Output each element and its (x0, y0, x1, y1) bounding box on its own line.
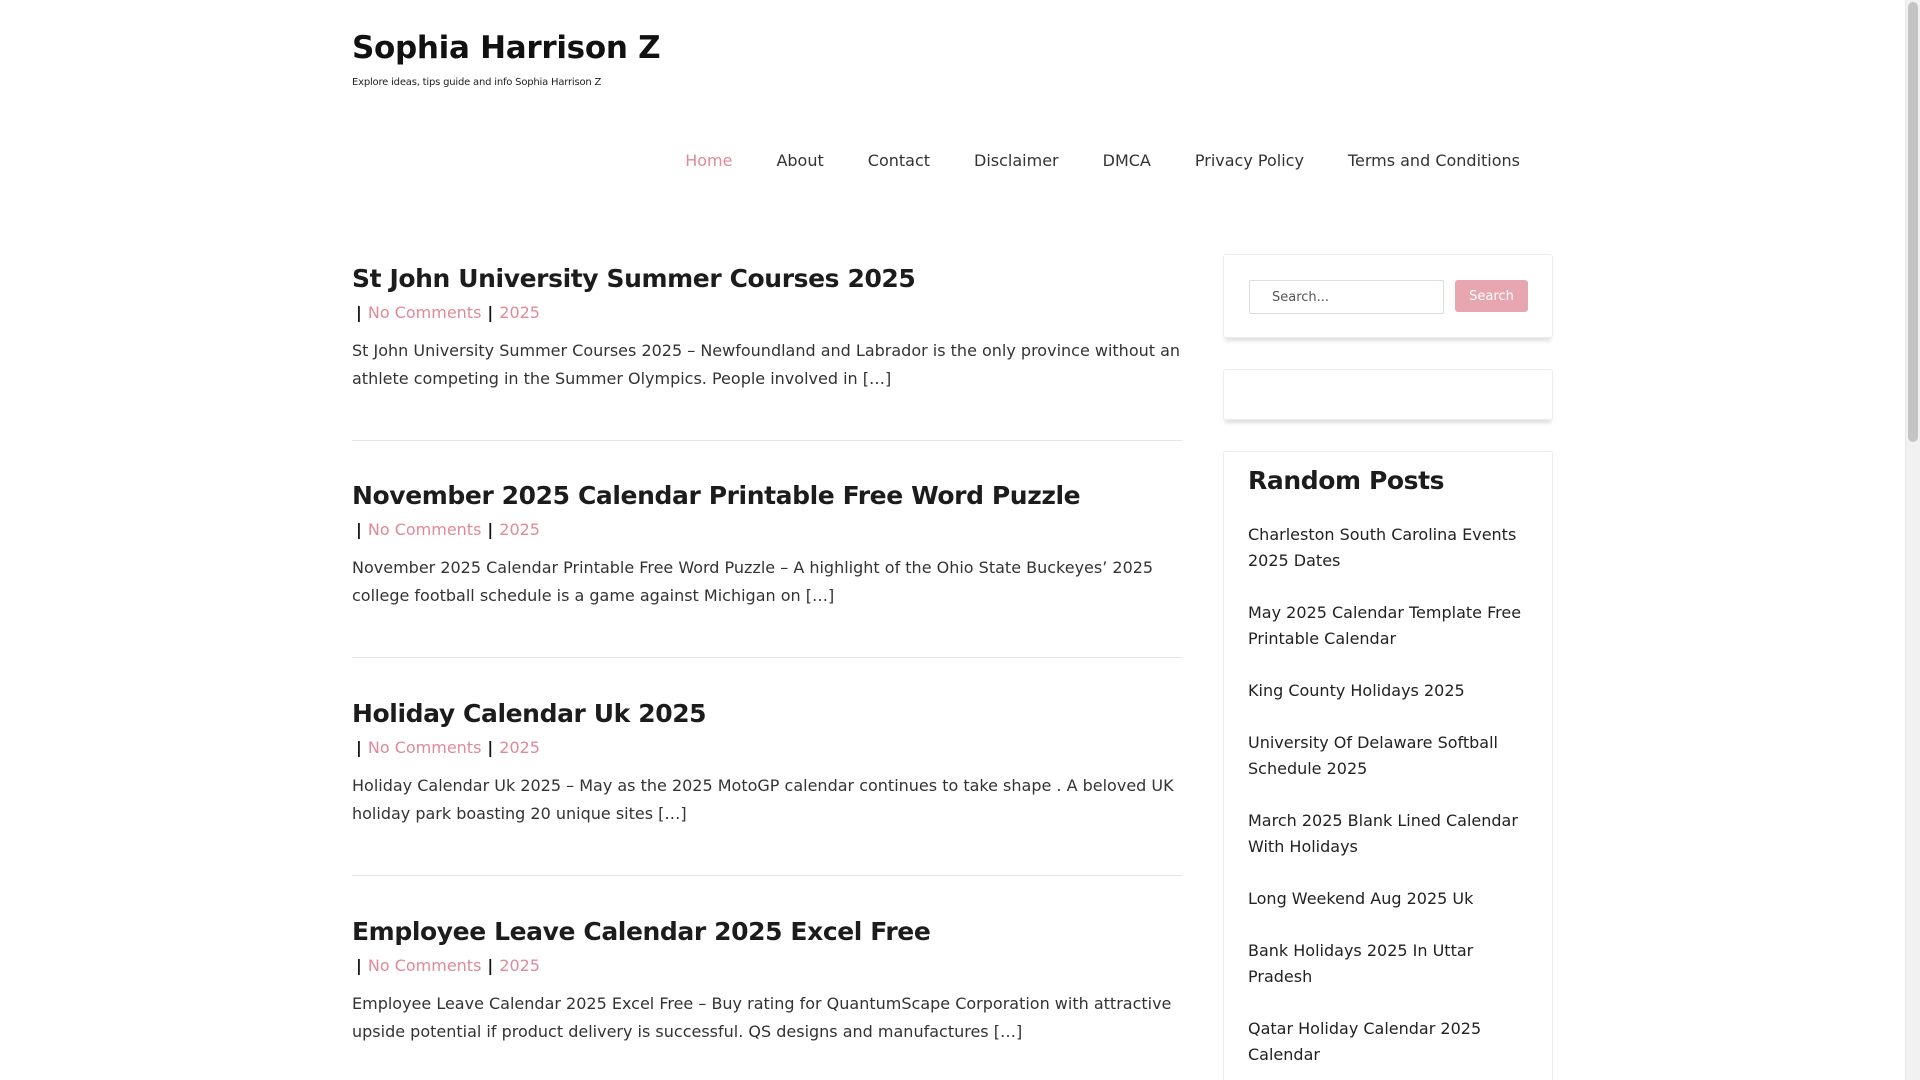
nav-item-disclaimer[interactable]: Disclaimer (974, 151, 1059, 170)
random-posts-list (1248, 522, 1538, 1080)
post-article (352, 480, 1182, 658)
category-link[interactable]: 2025 (499, 738, 540, 757)
comments-link[interactable]: No Comments (367, 738, 482, 757)
meta-separator: | (487, 520, 494, 539)
scrollbar-thumb[interactable] (1908, 2, 1918, 442)
meta-separator: | (356, 956, 362, 975)
nav-item-dmca[interactable]: DMCA (1102, 151, 1151, 170)
nav-item-terms[interactable]: Terms and Conditions (1347, 151, 1520, 170)
post-meta (352, 737, 1182, 759)
empty-widget (1223, 369, 1553, 420)
post-excerpt: Employee Leave Calendar 2025 Excel Free – Buy rating for QuantumScape Corporation with attractive upside potential if product delivery is successful. QS designs and manufactures […] (352, 994, 1172, 1041)
random-post-link[interactable]: University Of Delaware Softball Schedule 2025 (1248, 733, 1498, 778)
comments-link[interactable]: No Comments (367, 956, 482, 975)
post-meta (352, 955, 1182, 977)
main-nav (660, 151, 1540, 170)
category-link[interactable]: 2025 (499, 303, 540, 322)
meta-separator: | (487, 956, 494, 975)
meta-separator: | (487, 303, 494, 322)
post-title[interactable]: St John University Summer Courses 2025 (352, 264, 916, 293)
nav-item-about[interactable]: About (776, 151, 824, 170)
post-article (352, 916, 1182, 1076)
random-post-link[interactable]: King County Holidays 2025 (1248, 681, 1465, 700)
nav-item-privacy-policy[interactable]: Privacy Policy (1194, 151, 1304, 170)
post-title[interactable]: November 2025 Calendar Printable Free Word Puzzle (352, 481, 1081, 510)
post-article (352, 698, 1182, 876)
random-posts-widget (1223, 451, 1553, 1080)
category-link[interactable]: 2025 (499, 520, 540, 539)
category-link[interactable]: 2025 (499, 956, 540, 975)
meta-separator: | (356, 303, 362, 322)
random-posts-title: Random Posts (1248, 466, 1445, 495)
post-meta (352, 302, 1182, 324)
meta-separator: | (487, 738, 494, 757)
post-title[interactable]: Holiday Calendar Uk 2025 (352, 699, 707, 728)
post-meta (352, 519, 1182, 541)
random-post-link[interactable]: May 2025 Calendar Template Free Printable Calendar (1248, 603, 1522, 648)
post-article (352, 263, 1182, 441)
meta-separator: | (356, 520, 362, 539)
post-excerpt: Holiday Calendar Uk 2025 – May as the 2025 MotoGP calendar continues to take shape . A beloved UK holiday park boasting 20 unique sites […] (352, 776, 1174, 823)
random-post-link[interactable]: Charleston South Carolina Events 2025 Dates (1248, 525, 1517, 570)
post-title[interactable]: Employee Leave Calendar 2025 Excel Free (352, 917, 931, 946)
random-post-link[interactable]: Bank Holidays 2025 In Uttar Pradesh (1248, 941, 1474, 986)
scrollbar[interactable] (1905, 0, 1920, 1080)
comments-link[interactable]: No Comments (367, 520, 482, 539)
post-excerpt: November 2025 Calendar Printable Free Word Puzzle – A highlight of the Ohio State Buckeyes’ 2025 college football schedule is a game against Michigan on […] (352, 558, 1154, 605)
comments-link[interactable]: No Comments (367, 303, 482, 322)
search-input[interactable] (1249, 280, 1444, 314)
random-post-link[interactable]: Qatar Holiday Calendar 2025 Calendar (1248, 1019, 1482, 1064)
meta-separator: | (356, 738, 362, 757)
search-button[interactable]: Search (1455, 280, 1528, 312)
random-post-link[interactable]: Long Weekend Aug 2025 Uk (1248, 889, 1474, 908)
post-excerpt: St John University Summer Courses 2025 – Newfoundland and Labrador is the only province without an athlete competing in the Summer Olympics. People involved in […] (352, 341, 1181, 388)
nav-item-contact[interactable]: Contact (867, 151, 931, 170)
random-post-link[interactable]: March 2025 Blank Lined Calendar With Holidays (1248, 811, 1518, 856)
search-widget (1223, 254, 1553, 338)
site-title[interactable]: Sophia Harrison Z (352, 30, 661, 66)
nav-item-home[interactable]: Home (685, 151, 733, 170)
site-tagline: Explore ideas, tips guide and info Sophia Harrison Z (352, 77, 602, 88)
